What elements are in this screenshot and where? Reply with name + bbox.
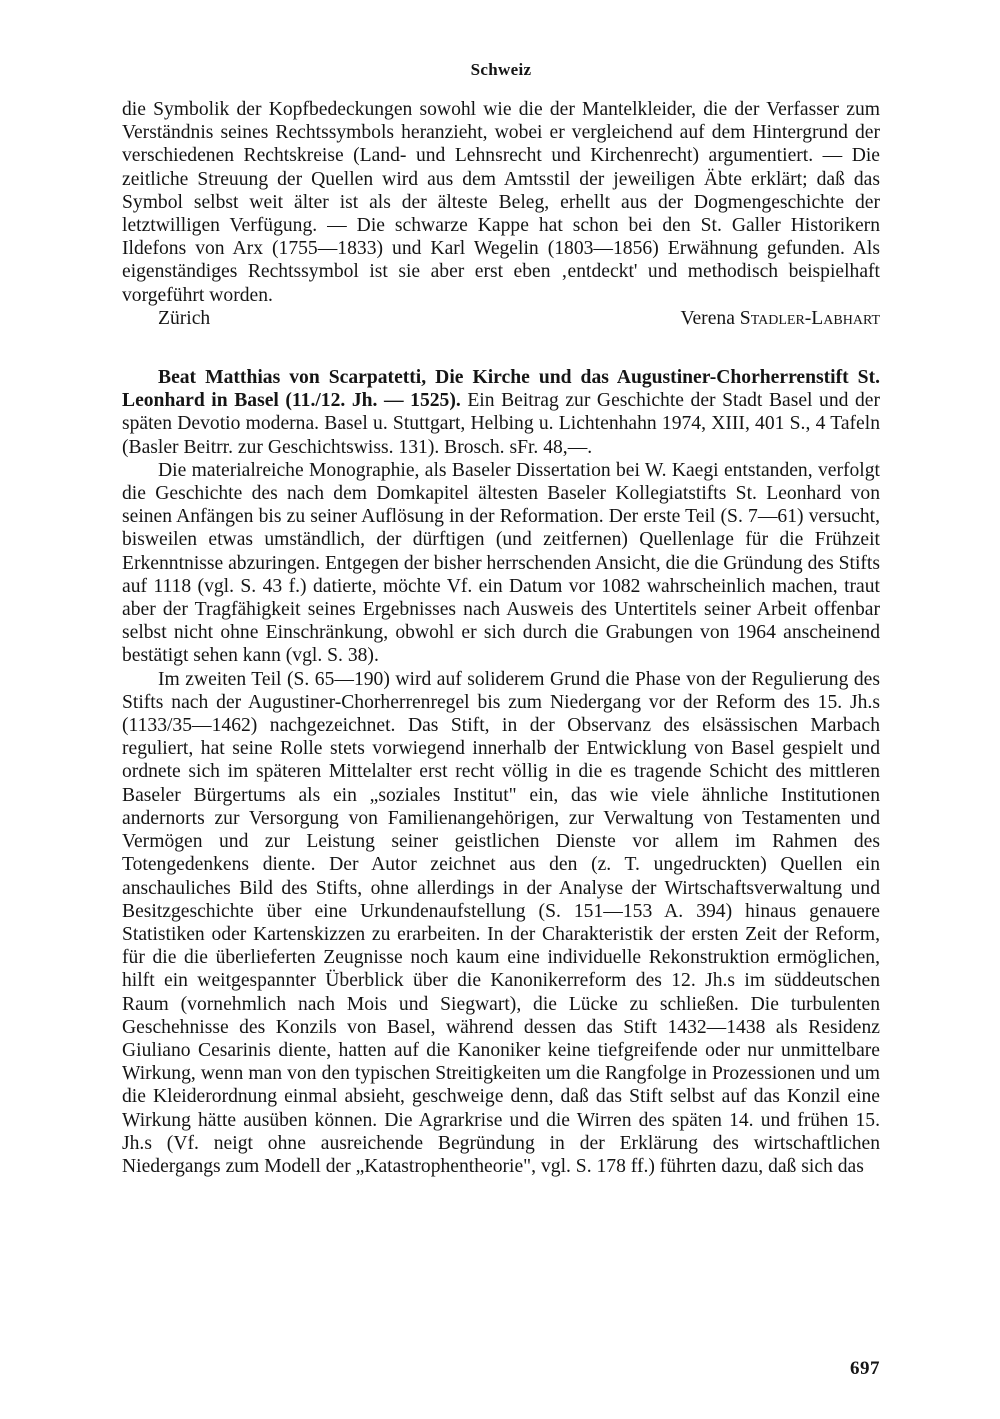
reviewer-given-name: Verena <box>680 307 735 329</box>
reviewer-surname: Stadler-Labhart <box>739 307 880 329</box>
review-heading-title: Beat Matthias von Scarpatetti, Die Kirche und das Augustiner-Chorherrenstift St. Leonhard in Basel (11./12. Jh. — 1525). <box>122 367 880 412</box>
page <box>122 60 880 1380</box>
review-paragraph-1: Die materialreiche Monographie, als Baseler Dissertation bei W. Kaegi entstanden, verfolgt die Geschichte des nach dem Domkapitel ältesten Baseler Kollegiatstifts St. Leonhard von seinen Anfängen bis zu seiner Auflösung in der Reformation. Der erste Teil (S. 7—61) versucht, bisweilen etwas umständlich, der dürftigen (und zeitfernen) Quellenlage für die Frühzeit Erkenntnisse abzuringen. Entgegen der bisher herrschenden Ansicht, die die Gründung des Stifts auf 1118 (vgl. S. 43 f.) datierte, möchte Vf. ein Datum vor 1082 wahrscheinlich machen, traut aber der Tragfähigkeit seines Ergebnisses nach Ausweis des Untertitels seiner Arbeit offenbar selbst nicht ohne Einschränkung, obwohl er sich durch die Grabungen von 1964 anscheinend bestätigt sehen kann (vgl. S. 38). <box>122 459 880 667</box>
signature-place: Zürich <box>158 307 211 329</box>
page-number: 697 <box>850 1358 880 1379</box>
review-heading <box>122 366 880 459</box>
previous-review-paragraph: die Symbolik der Kopfbedeckungen sowohl wie die der Mantelkleider, die der Verfasser zum Verständnis seines Rechtssymbols heranzieht, wobei er vergleichend auf dem Hintergrund der verschiedenen Rechtskreise (Land- und Lehnsrecht und Kirchenrecht) argumentiert. — Die zeitliche Streuung der Quellen wird aus dem Amtsstil der jeweiligen Äbte erklärt; daß das Symbol selbst weit älter ist als der älteste Beleg, erhellt aus der Dogmengeschichte der letztwilligen Verfügung. — Die schwarze Kappe hat schon bei den St. Galler Historikern Ildefons von Arx (1755—1833) und Karl Wegelin (1803—1856) Erwähnung gefunden. Als eigenständiges Rechtssymbol ist sie aber erst eben ‚entdeckt' und methodisch beispielhaft vorgeführt worden. <box>122 99 880 306</box>
signature-reviewer <box>681 307 881 330</box>
review-heading-details: Ein Beitrag zur Geschichte der Stadt Basel und der späten Devotio moderna. Basel u. Stuttgart, Helbing u. Lichtenhahn 1974, XIII, 401 S., 4 Tafeln (Basler Beitrr. zur Geschichtswiss. 131). Brosch. sFr. 48,—. <box>122 390 881 458</box>
previous-review-signature <box>122 307 880 330</box>
review-paragraph-2: Im zweiten Teil (S. 65—190) wird auf soliderem Grund die Phase von der Regulierung des Stifts nach der Augustiner-Chorherrenregel bis zum Niedergang vor der Reform des 15. Jh.s (1133/35—1462) nachgezeichnet. Das Stift, in der Observanz des elsässischen Marbach reguliert, hat seine Rolle stets vorwiegend innerhalb der Entwicklung von Basel gespielt und ordnete sich im späteren Mittelalter erst recht völlig in die es tragende Schicht des mittleren Baseler Bürgertums als ein „soziales Institut" ein, das wie viele ähnliche Institutionen andernorts zur Versorgung von Familienangehörigen, zur Verwaltung von Testamenten und Vermögen und zur Leistung seiner geistlichen Dienste vor allem im Rahmen des Totengedenkens diente. Der Autor zeichnet aus den (z. T. ungedruckten) Quellen ein anschauliches Bild des Stifts, ohne allerdings in der Analyse der Wirtschaftsverwaltung und Besitzgeschichte über eine Urkundenaufstellung (S. 151—153 A. 394) hinaus genauere Statistiken oder Kartenskizzen zu erarbeiten. In der Charakteristik der ersten Zeit der Reform, für die die überlieferten Zeugnisse noch kaum eine individuelle Rekonstruktion ermöglichen, hilft ein weitgespannter Überblick über die Kanonikerreform des 12. Jh.s im süddeutschen Raum (vornehmlich nach Mois und Siegwart), die Lücke zu schließen. Die turbulenten Geschehnisse des Konzils von Basel, während dessen das Stift 1432—1438 als Residenz Giuliano Cesarinis diente, hatten auf die Kanoniker keine tiefgreifende oder nur unmittelbare Wirkung, wenn man von den typischen Streitigkeiten um die Rangfolge in Prozessionen und um die Kleiderordnung einmal absieht, geschweige denn, daß das Stift selbst auf das Konzil eine Wirkung hätte ausüben können. Die Agrarkrise und die Wirren des späten 14. und frühen 15. Jh.s (Vf. neigt ohne ausreichende Begründung in der Erklärung des wirtschaftlichen Niedergangs zum Modell der „Katastrophentheorie", vgl. S. 178 ff.) führten dazu, daß sich das <box>122 668 880 1177</box>
running-head: Schweiz <box>470 60 532 79</box>
